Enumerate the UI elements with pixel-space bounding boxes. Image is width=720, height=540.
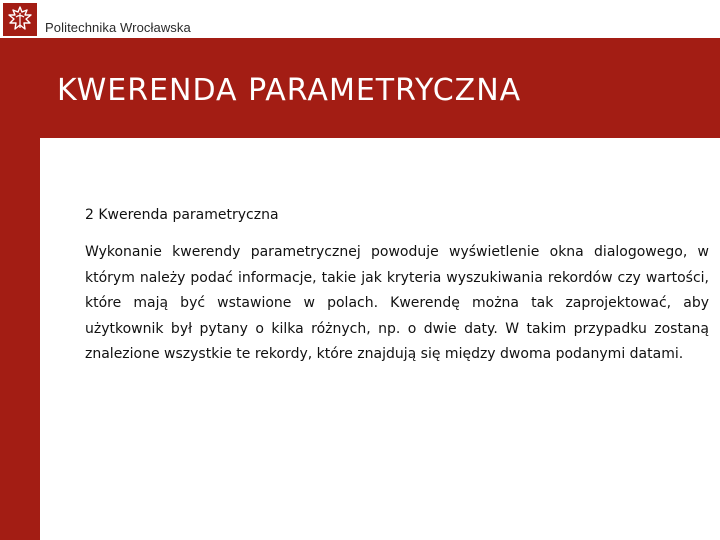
left-accent-bar (0, 38, 40, 540)
eagle-crest-icon (3, 3, 37, 36)
organization-name: Politechnika Wrocławska (45, 20, 191, 35)
slide-content (85, 207, 709, 368)
slide-title: KWERENDA PARAMETRYCZNA (57, 73, 522, 108)
section-subheading: 2 Kwerenda parametryczna (85, 207, 279, 223)
body-paragraph: Wykonanie kwerendy parametrycznej powoduje wyświetlenie okna dialogowego, w którym należy podać informacje, takie jak kryteria wyszukiwania rekordów czy wartości, które mają być wstawione w polach. Kwerendę można tak zaprojektować, aby użytkownik był pytany o kilka różnych, np. o dwie daty. W takim przypadku zostaną znalezione wszystkie te rekordy, które znajdują się między dwoma podanymi datami. (85, 244, 709, 362)
